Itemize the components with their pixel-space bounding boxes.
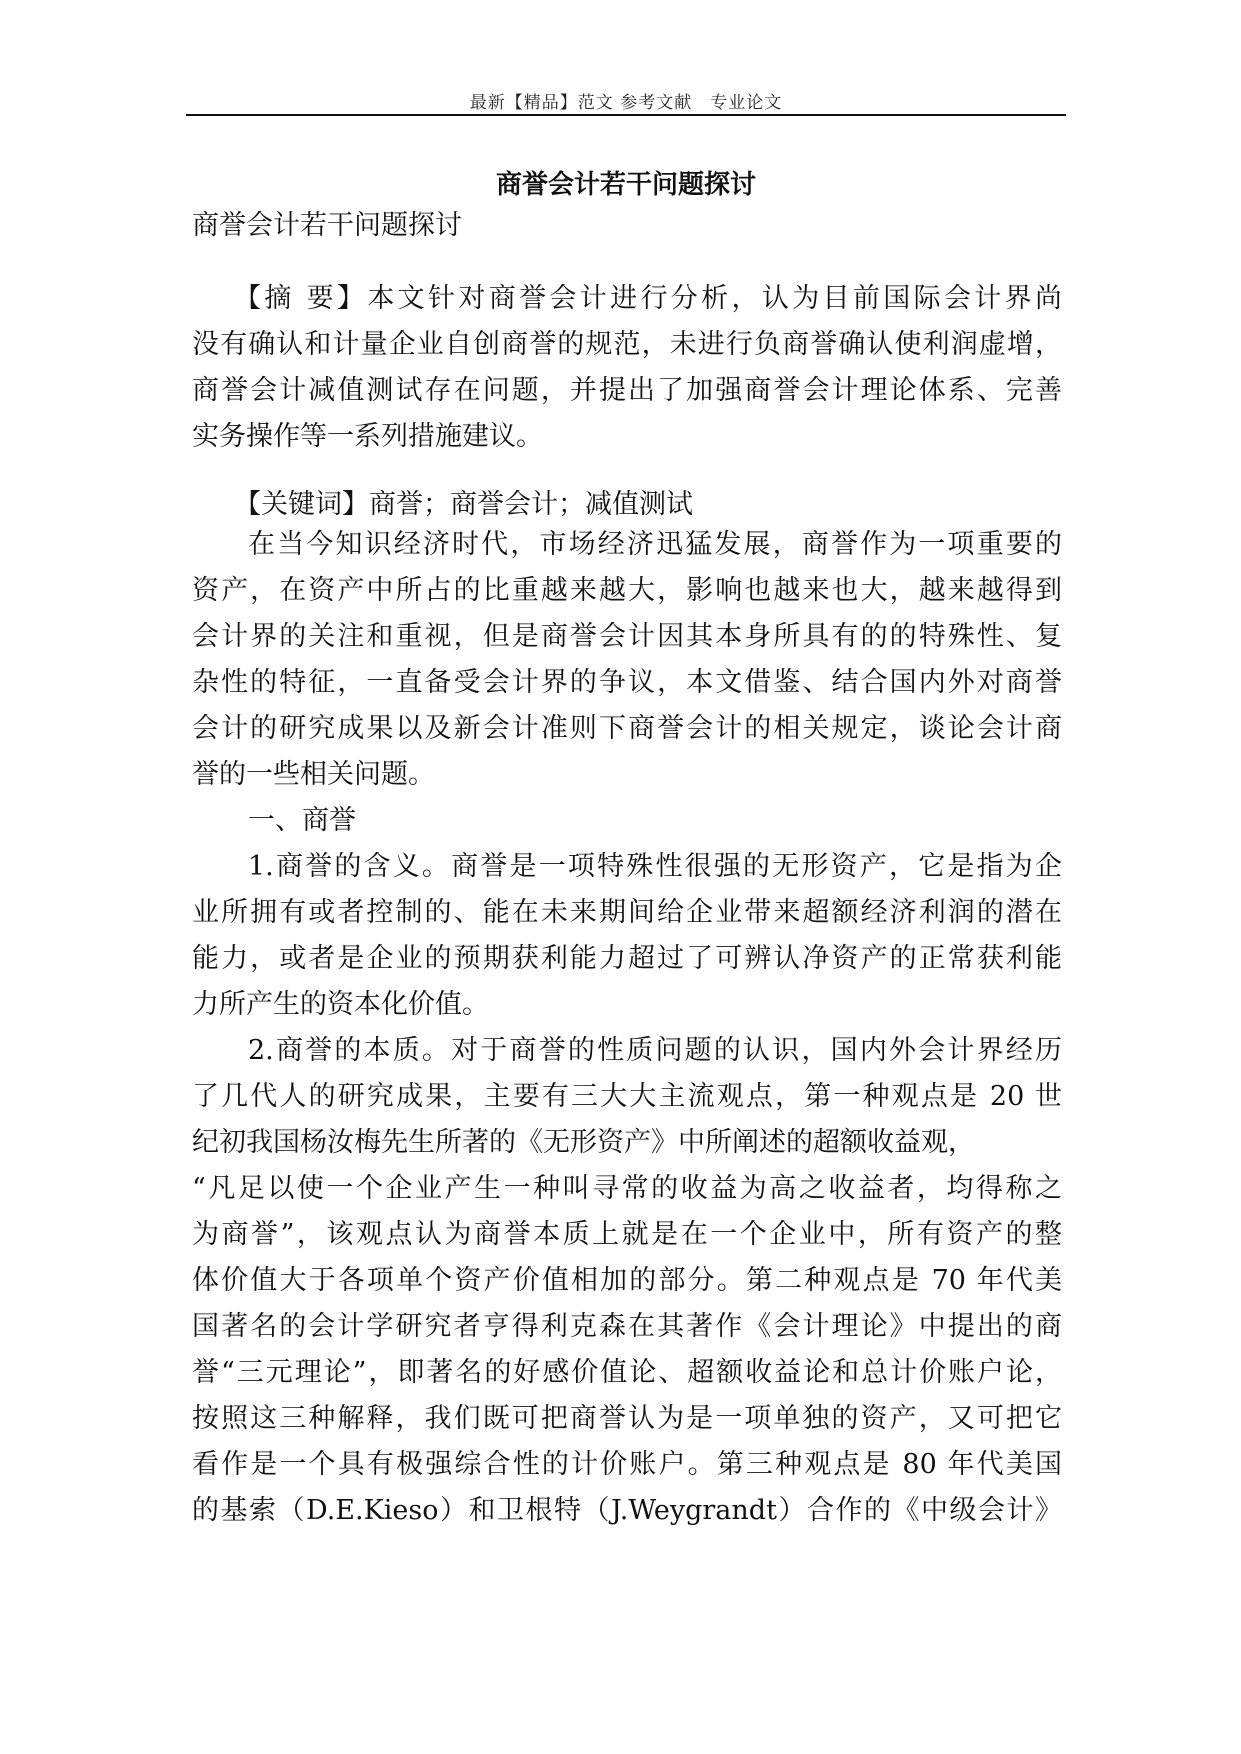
paragraph-line: 能力，或者是企业的预期获利能力超过了可辨认净资产的正常获利能 (192, 943, 1062, 974)
paragraph-line: 誉的一些相关问题。 (192, 759, 435, 790)
paragraph-line: 了几代人的研究成果，主要有三大大主流观点，第一种观点是 20 世 (192, 1081, 1062, 1112)
paragraph-line: 力所产生的资本化价值。 (192, 989, 489, 1020)
paragraph-line: 体价值大于各项单个资产价值相加的部分。第二种观点是 70 年代美 (192, 1265, 1062, 1296)
paragraph-line: 会计的研究成果以及新会计准则下商誉会计的相关规定，谈论会计商 (192, 713, 1062, 744)
paragraph-line: “凡足以使一个企业产生一种叫寻常的收益为高之收益者，均得称之 (192, 1173, 1062, 1204)
paragraph-definition (192, 844, 1062, 1028)
paragraph-line: 会计界的关注和重视，但是商誉会计因其本身所具有的的特殊性、复 (192, 621, 1062, 652)
subtitle: 商誉会计若干问题探讨 (192, 210, 462, 241)
paragraph-line: 为商誉”，该观点认为商誉本质上就是在一个企业中，所有资产的整 (192, 1219, 1062, 1250)
section-heading: 一、商誉 (248, 805, 356, 836)
keywords-line: 【关键词】商誉；商誉会计；减值测试 (234, 489, 693, 520)
paragraph-line: 看作是一个具有极强综合性的计价账户。第三种观点是 80 年代美国 (192, 1449, 1062, 1480)
paragraph-line: 按照这三种解释，我们既可把商誉认为是一项单独的资产，又可把它 (192, 1403, 1062, 1434)
paragraph-line: 国著名的会计学研究者亨得利克森在其著作《会计理论》中提出的商 (192, 1311, 1062, 1342)
abstract-line: 【摘 要】本文针对商誉会计进行分析，认为目前国际会计界尚 (234, 283, 1062, 314)
paragraph-line: 杂性的特征，一直备受会计界的争议，本文借鉴、结合国内外对商誉 (192, 667, 1062, 698)
paragraph-line: 业所拥有或者控制的、能在未来期间给企业带来超额经济利润的潜在 (192, 897, 1062, 928)
document-title: 商誉会计若干问题探讨 (495, 170, 756, 200)
paragraph-line: 誉“三元理论”，即著名的好感价值论、超额收益论和总计价账户论， (192, 1357, 1062, 1388)
abstract (192, 276, 1062, 460)
paragraph-nature (192, 1028, 1062, 1534)
paragraph-line: 2.商誉的本质。对于商誉的性质问题的认识，国内外会计界经历 (248, 1035, 1062, 1066)
header-divider (186, 114, 1066, 116)
abstract-line: 实务操作等一系列措施建议。 (192, 421, 543, 452)
abstract-line: 商誉会计减值测试存在问题，并提出了加强商誉会计理论体系、完善 (192, 375, 1062, 406)
paragraph-line: 纪初我国杨汝梅先生所著的《无形资产》中所阐述的超额收益观， (192, 1127, 975, 1158)
subtitle-block (192, 203, 1062, 249)
paragraph-line: 1.商誉的含义。商誉是一项特殊性很强的无形资产，它是指为企 (248, 851, 1062, 882)
paragraph-line: 的基索（D.E.Kieso）和卫根特（J.Weygrandt）合作的《中级会计》 (192, 1495, 1062, 1526)
header-text: 最新【精品】范文 参考文献 专业论文 (469, 93, 783, 113)
paragraph-line: 在当今知识经济时代，市场经济迅猛发展，商誉作为一项重要的 (248, 529, 1062, 560)
abstract-line: 没有确认和计量企业自创商誉的规范，未进行负商誉确认使利润虚增， (192, 329, 1062, 360)
intro-paragraph (192, 522, 1062, 844)
paragraph-line: 资产，在资产中所占的比重越来越大，影响也越来也大，越来越得到 (192, 575, 1062, 606)
